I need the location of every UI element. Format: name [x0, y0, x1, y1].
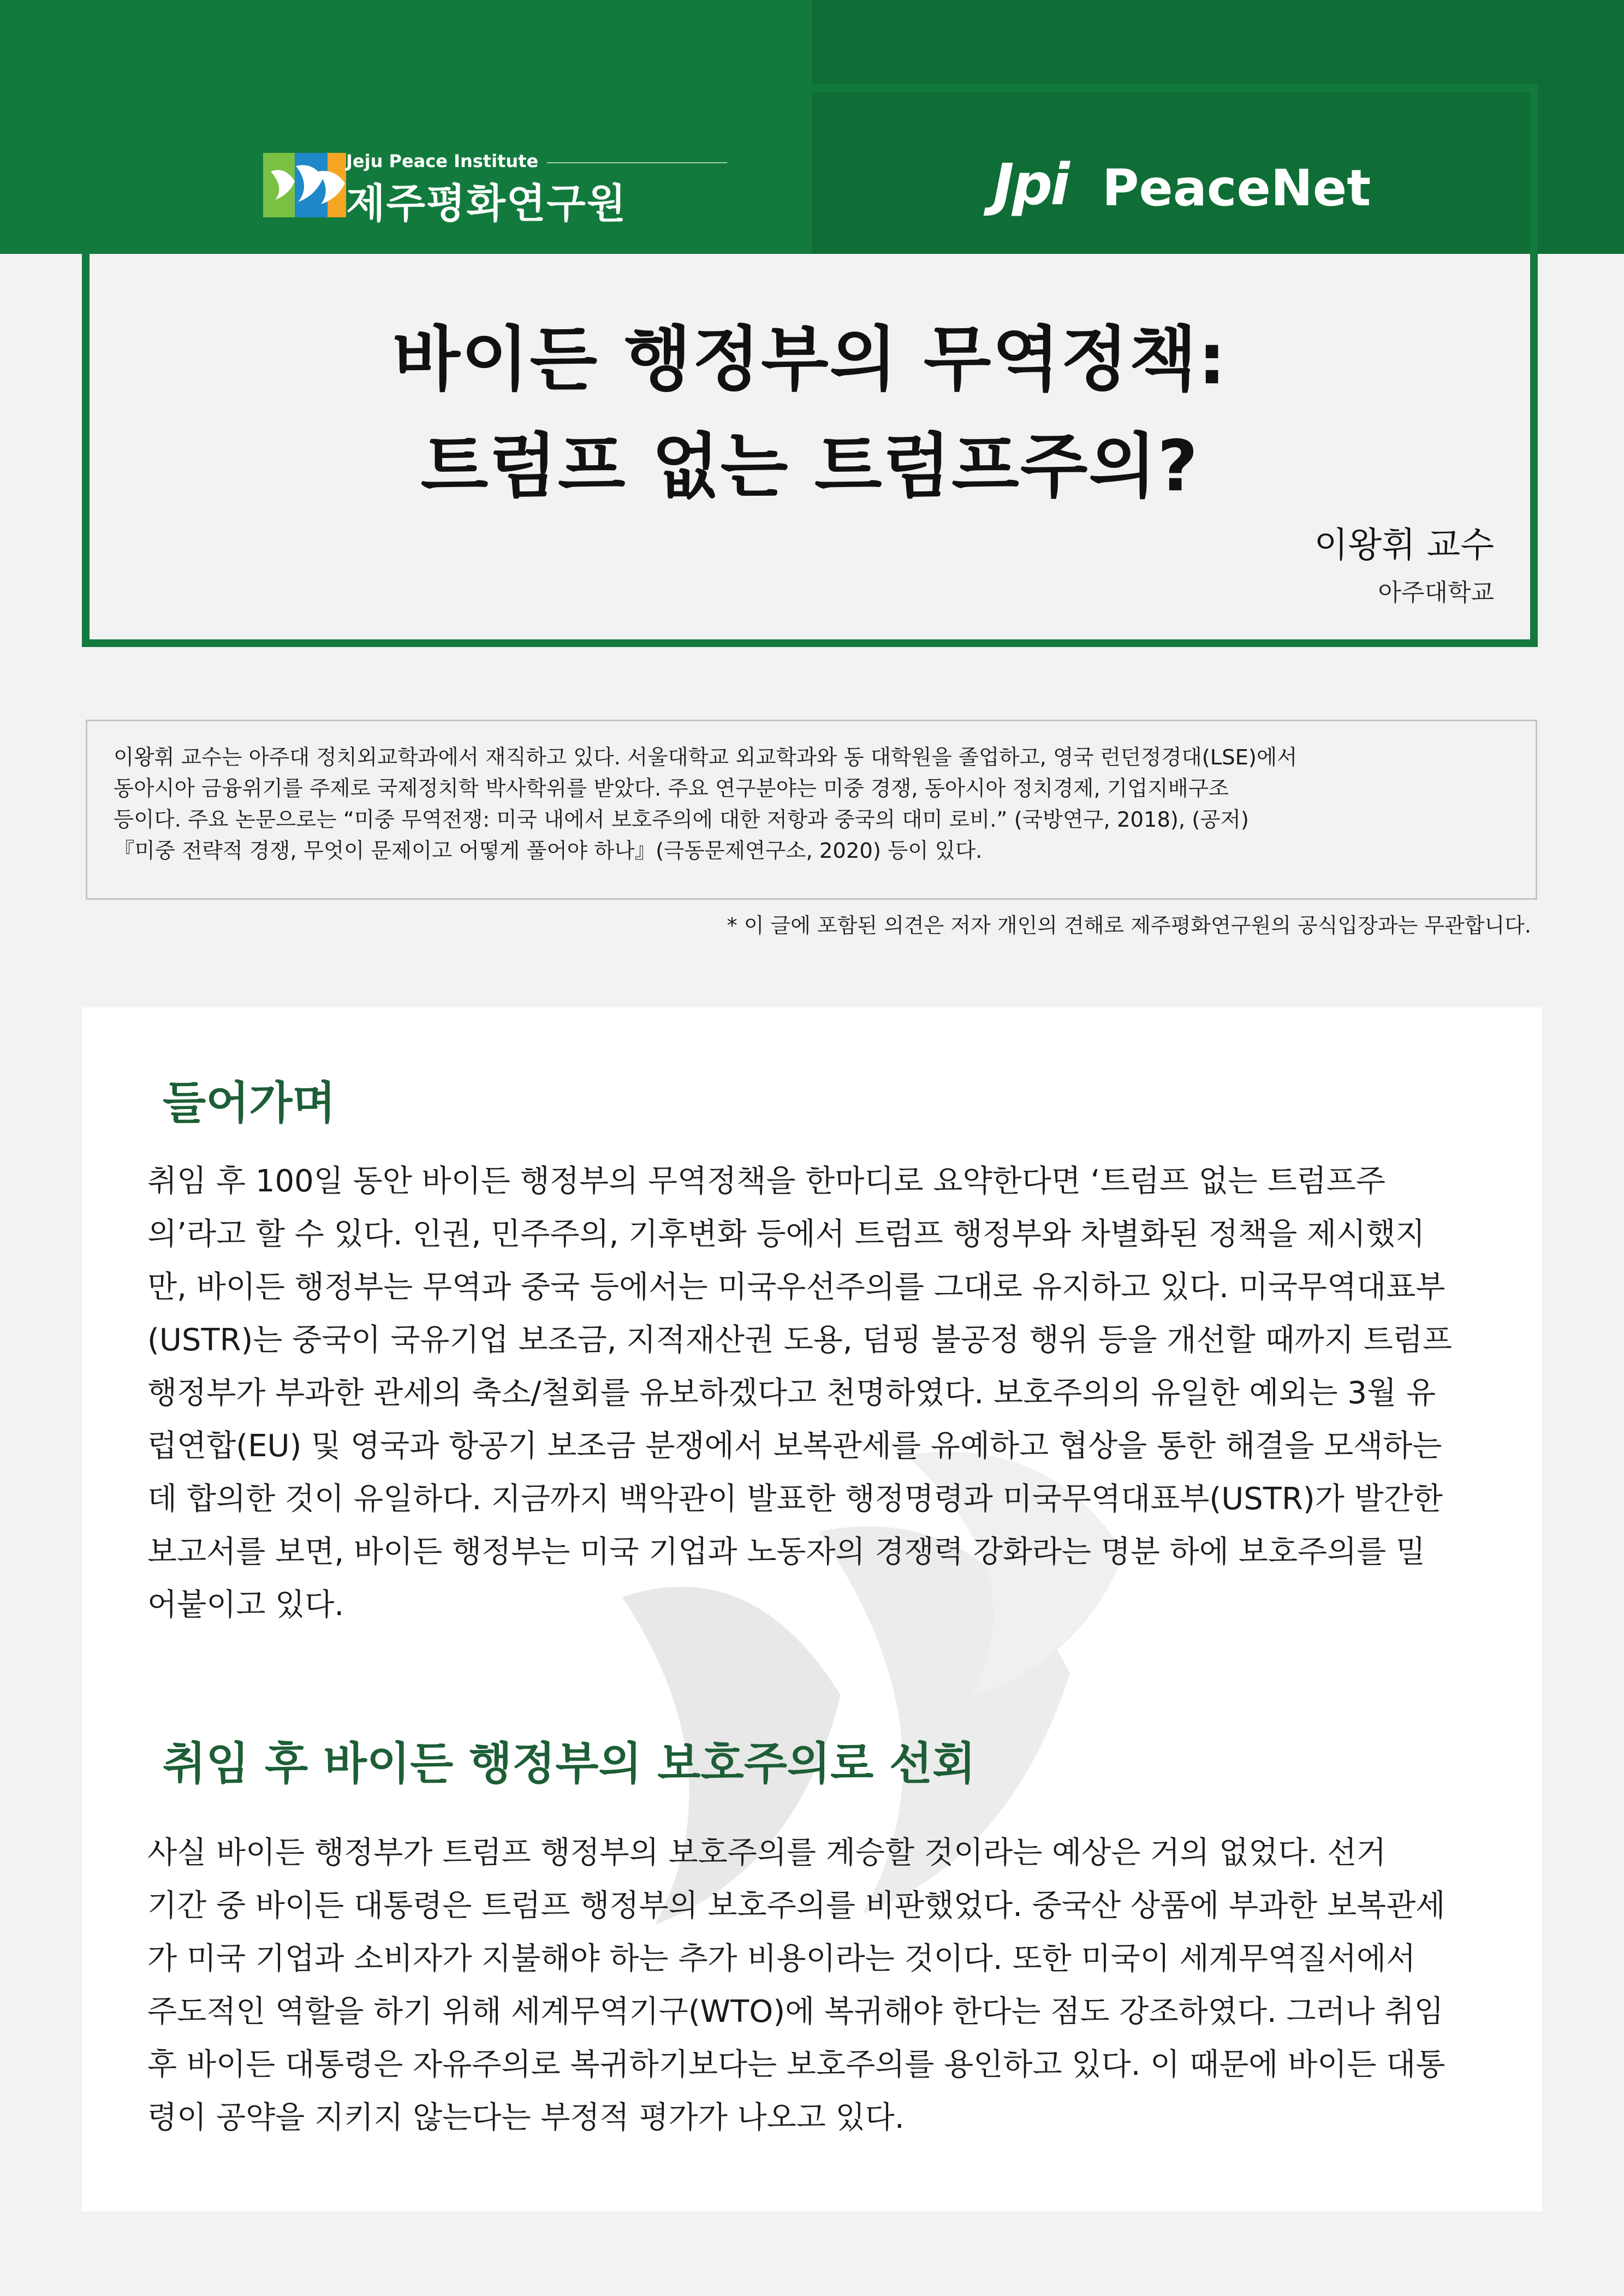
jeju-peace-institute-logo: [263, 150, 743, 227]
logo-korean-name: 제주평화연구원: [346, 180, 627, 227]
peacenet-logo-text: PeaceNet: [1102, 159, 1371, 217]
section-heading-intro: 들어가며: [163, 1077, 336, 1129]
section-body-protectionism: 사실 바이든 행정부가 트럼프 행정부의 보호주의를 계승할 것이라는 예상은 거의 없었다. 선거 기간 중 바이든 대통령은 트럼프 행정부의 보호주의를 비판했었다. 중국산 상품에 부과한 보복관세 가 미국 기업과 소비자가 지불해야 하는 추가 비용이라는 것이다. 또한 미국이 세계무역질서에서 주도적인 역할을 하기 위해 세계무역기구(WTO)에 복귀해야 한다는 점도 강조하였다. 그러나 취임 후 바이든 대통령은 자유주의로 복귀하기보다는 보호주의를 용인하고 있다. 이 때문에 바이든 대통 령이 공약을 지키지 않는다는 부정적 평가가 나오고 있다.: [147, 1835, 1445, 2135]
author-bio-box: [86, 720, 1537, 900]
frame-header: [90, 92, 1530, 254]
author-bio-text: 이왕휘 교수는 아주대 정치외교학과에서 재직하고 있다. 서울대학교 외교학과와 동 대학원을 졸업하고, 영국 런던정경대(LSE)에서 동아시아 금융위기를 주제로 국제정치학 박사학위를 받았다. 주요 연구분야는 미중 경쟁, 동아시아 정치경제, 기업지배구조 등이다. 주요 논문으로는 “미중 무역전쟁: 미국 내에서 보호주의에 대한 저항과 중국의 대미 로비.” (국방연구, 2018), (공저) 『미중 전략적 경쟁, 무엇이 문제이고 어떻게 풀어야 하나』(극동문제연구소, 2020) 등이 있다.: [114, 745, 1298, 863]
document-title-line-1: 바이든 행정부의 무역정책:: [392, 319, 1227, 400]
content-panel: [82, 1007, 1542, 2211]
logo-english-name: Jeju Peace Institute: [346, 151, 539, 171]
author-name: 이왕휘 교수: [1314, 525, 1494, 566]
author-affiliation: 아주대학교: [1378, 579, 1494, 607]
logo-rule: [547, 162, 727, 163]
jpi-logo-mark: Jpi: [993, 151, 1068, 218]
section-body-intro: 취임 후 100일 동안 바이든 행정부의 무역정책을 한마디로 요약한다면 ‘트럼프 없는 트럼프주 의’라고 할 수 있다. 인권, 민주주의, 기후변화 등에서 트럼프 행정부와 차별화된 정책을 제시했지 만, 바이든 행정부는 무역과 중국 등에서는 미국우선주의를 그대로 유지하고 있다. 미국무역대표부 (USTR)는 중국이 국유기업 보조금, 지적재산권 도용, 덤핑 불공정 행위 등을 개선할 때까지 트럼프 행정부가 부과한 관세의 축소/철회를 유보하겠다고 천명하였다. 보호주의의 유일한 예외는 3월 유 럽연합(EU) 및 영국과 항공기 보조금 분쟁에서 보복관세를 유예하고 협상을 통한 해결을 모색하는 데 합의한 것이 유일하다. 지금까지 백악관이 발표한 행정명령과 미국무역대표부(USTR)가 발간한 보고서를 보면, 바이든 행정부는 미국 기업과 노동자의 경쟁력 강화라는 명분 하에 보호주의를 밀 어붙이고 있다.: [147, 1164, 1453, 1623]
section-heading-protectionism: 취임 후 바이든 행정부의 보호주의로 선회: [163, 1738, 976, 1790]
title-frame: [82, 85, 1538, 647]
document-title-line-2: 트럼프 없는 트럼프주의?: [420, 426, 1199, 507]
disclaimer-note: * 이 글에 포함된 의견은 저자 개인의 견해로 제주평화연구원의 공식입장과는 무관합니다.: [727, 913, 1531, 938]
jpi-peacenet-logo: [993, 147, 1430, 223]
